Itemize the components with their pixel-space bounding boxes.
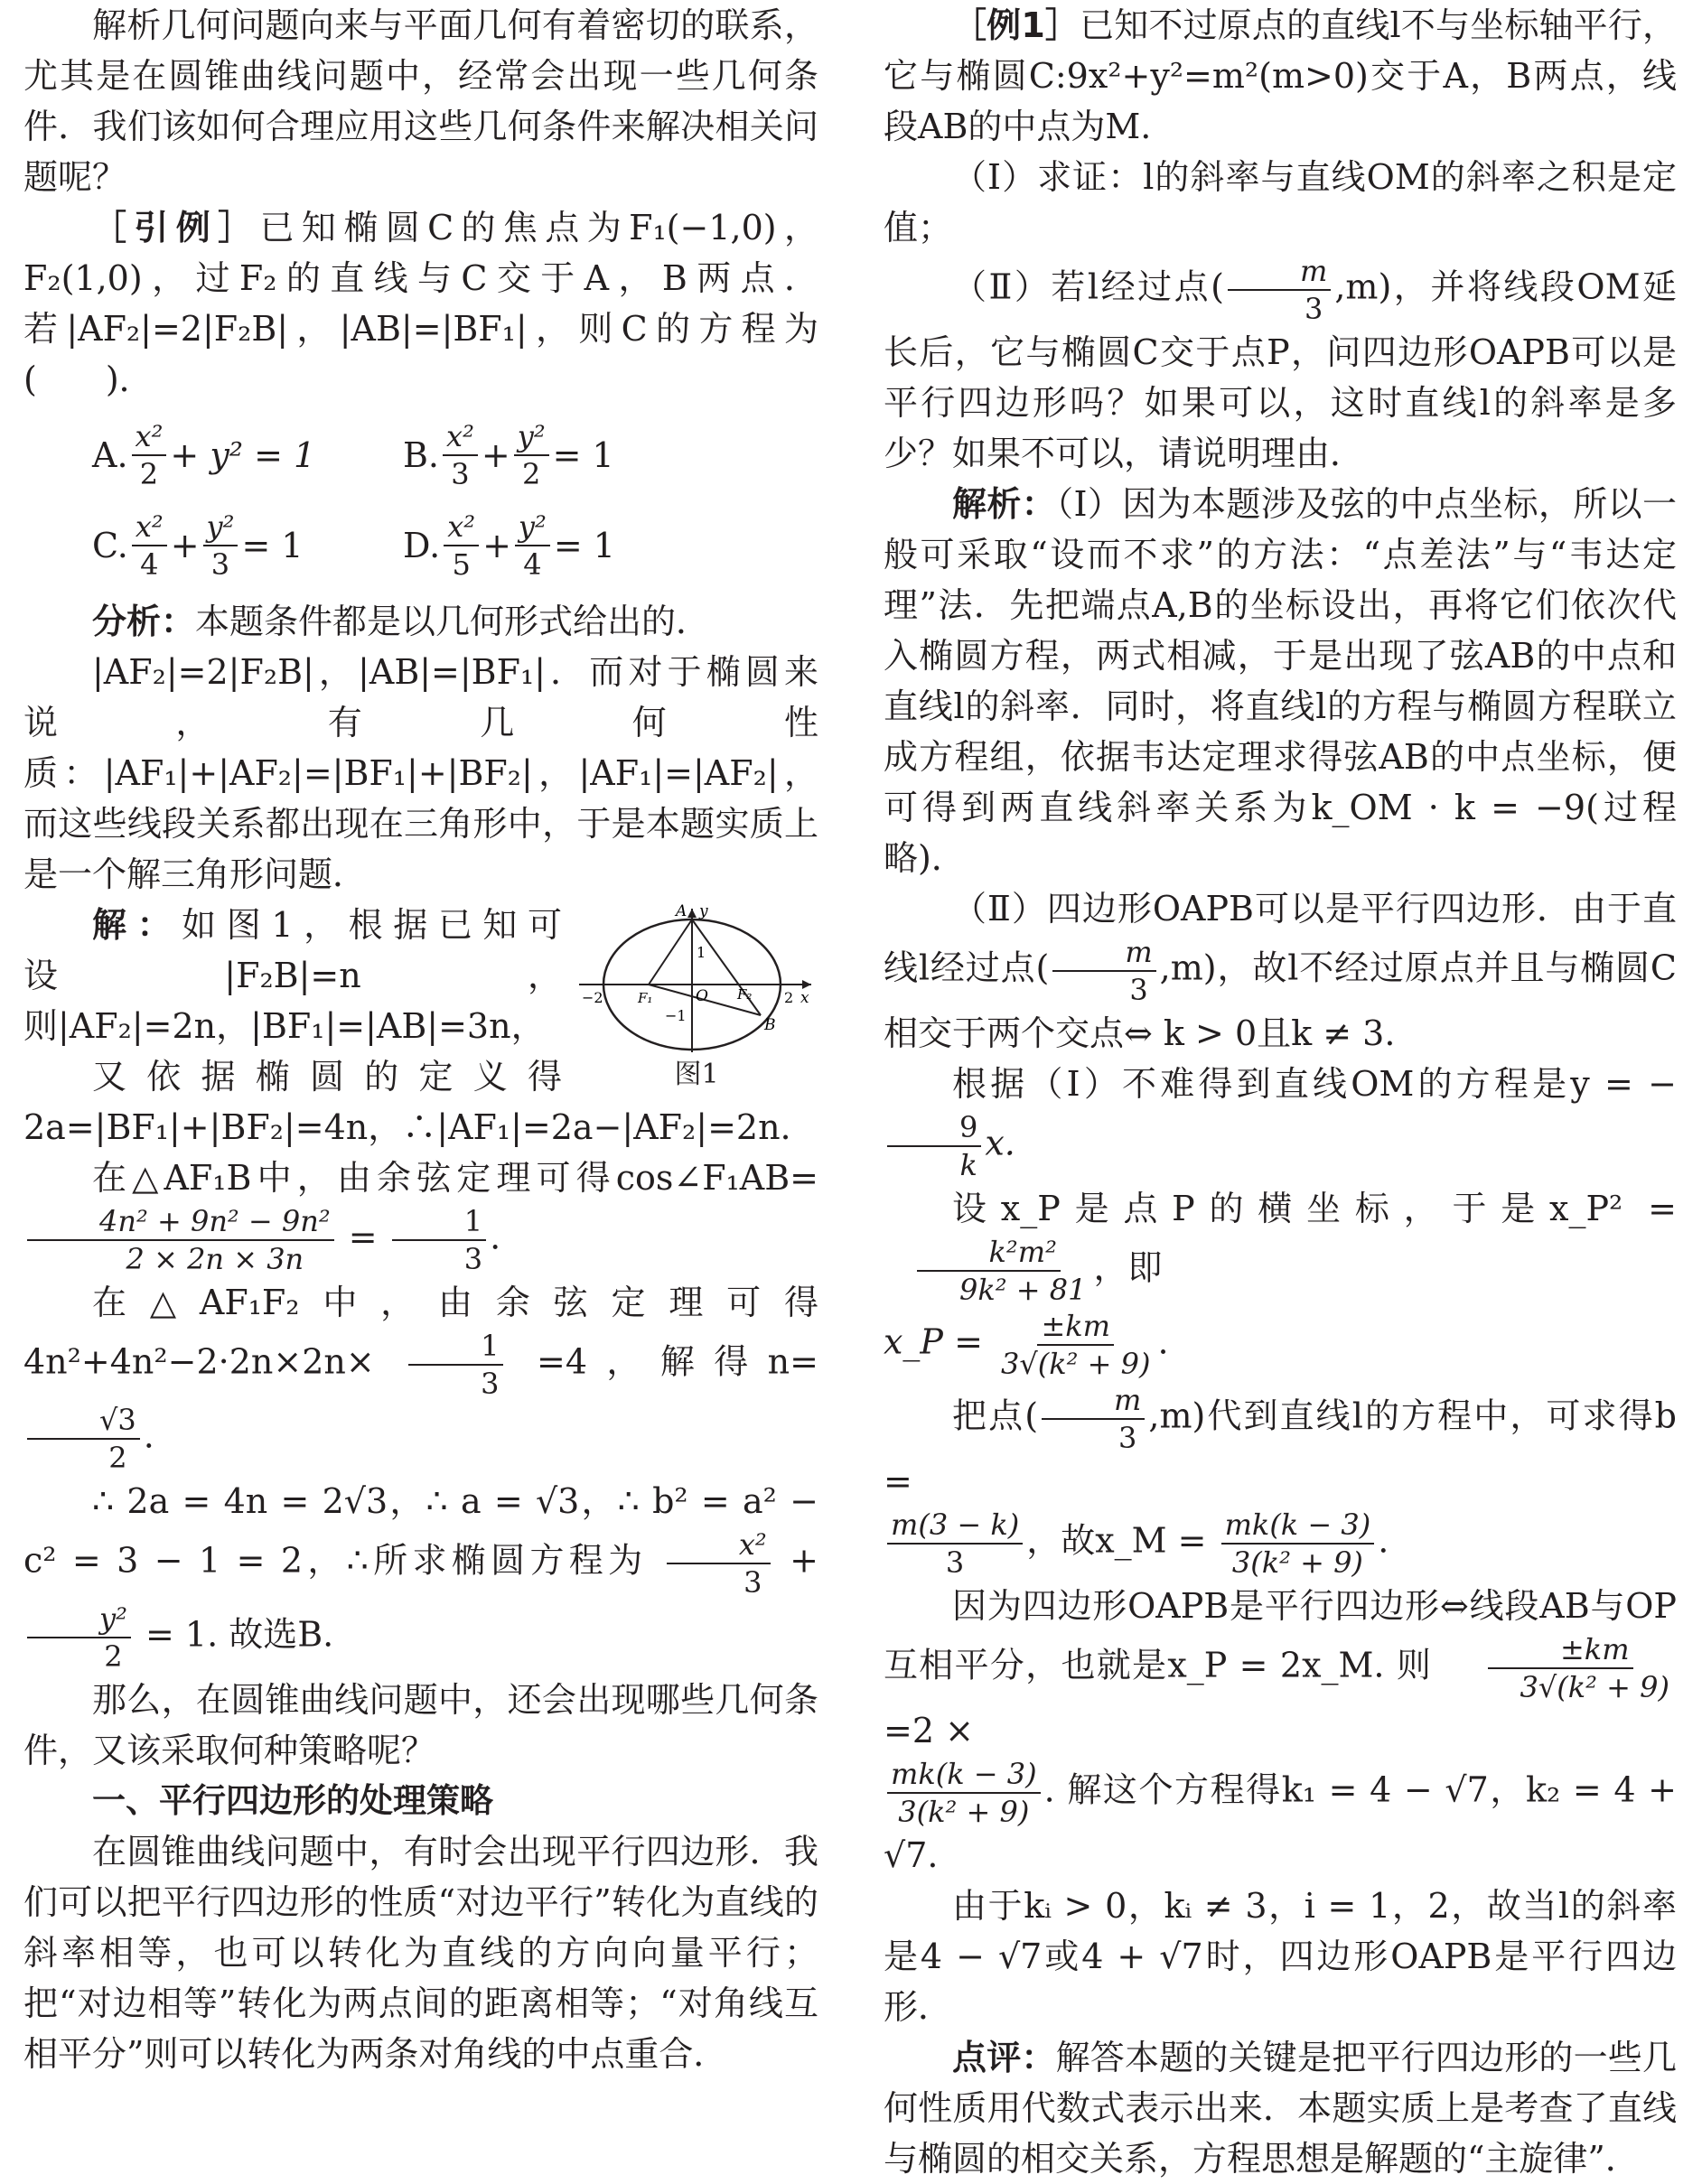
frac-numerator: x²	[444, 509, 479, 546]
plus-sign: +	[170, 526, 200, 565]
comment-paragraph	[884, 2032, 1677, 2184]
options-row-2	[92, 500, 818, 591]
solution-text-1: 如图1，根据已知可设|F₂B|=n，则|AF₂|=2n，|BF₁|=|AB|=3n，	[23, 905, 562, 1046]
example-1-question-2	[884, 253, 1677, 479]
label-f1: F₁	[638, 990, 653, 1006]
option-d-fraction-1	[444, 509, 479, 583]
frac-numerator: m	[1228, 253, 1331, 291]
parallelogram-paragraph	[884, 1581, 1677, 1756]
conclusion-paragraph: 由于kᵢ > 0，kᵢ ≠ 3，i = 1，2，故当l的斜率是4 − √7或4 + √7时，四边形OAPB是平行四边形．	[884, 1886, 1677, 2027]
frac-numerator: ±km	[1488, 1631, 1633, 1669]
frac-numerator: m	[1052, 934, 1155, 972]
label-two: 2	[784, 989, 794, 1006]
solution-text-4b: =4，解得n=	[537, 1341, 818, 1382]
parallelogram-text-b: =2 ×	[884, 1711, 974, 1750]
final-eq-fraction-1	[667, 1526, 771, 1601]
option-d-fraction-2	[515, 509, 550, 583]
lead-example	[23, 202, 818, 405]
example-1-text: 已知不过原点的直线l不与坐标轴平行，它与椭圆C:9x²+y²=m²(m>0)交于A，B两点，线段AB的中点为M.	[884, 5, 1677, 146]
frac-denominator: k	[959, 1148, 977, 1182]
label-neg-two: −2	[582, 989, 603, 1006]
label-b: B	[764, 1016, 776, 1034]
solve-paragraph	[884, 1756, 1677, 1881]
question-2-text-a: （Ⅱ）若l经过点	[952, 266, 1211, 307]
frac-numerator: 9	[887, 1109, 981, 1147]
open-paren: (	[1035, 947, 1050, 988]
xm-fraction	[1221, 1507, 1375, 1581]
frac-denominator: 3√(k² + 9)	[1001, 1347, 1151, 1381]
frac-numerator: 4n² + 9n² − 9n²	[27, 1203, 334, 1241]
option-d-rest: = 1	[553, 526, 615, 565]
left-column	[23, 0, 818, 2079]
figure-1	[575, 903, 818, 1093]
frac-denominator: 3	[945, 1545, 965, 1580]
option-a-fraction	[132, 418, 167, 492]
example-1-question-1: （Ⅰ）求证：l的斜率与直线OM的斜率之积是定值；	[884, 157, 1677, 247]
option-a	[92, 418, 403, 492]
solution-part-2	[884, 883, 1677, 1059]
frac-numerator: y²	[515, 509, 550, 546]
xp-paragraph	[884, 1308, 1677, 1382]
xp-text-a: x_P =	[884, 1321, 983, 1362]
intro-paragraph: 解析几何问题向来与平面几何有着密切的联系，尤其是在圆锥曲线问题中，经常会出现一些几何条件．我们该如何合理应用这些几何条件来解决相关问题呢？	[23, 5, 818, 197]
analysis-tag: 分析：	[92, 602, 196, 641]
option-b-rest: = 1	[552, 435, 614, 475]
options-row-1	[92, 410, 818, 500]
solution-part-2-text-b: ,m)，故l不经过原点并且与椭圆C相交于两个交点⇔ k > 0且k ≠ 3.	[884, 947, 1677, 1053]
period: .	[490, 1217, 501, 1257]
frac-denominator: 3	[481, 1367, 500, 1401]
frac-denominator: 4	[523, 547, 542, 582]
option-a-label: A.	[92, 435, 128, 475]
open-paren: (	[1211, 266, 1224, 307]
frac-numerator: y²	[203, 509, 238, 546]
label-f2: F₂	[737, 986, 753, 1003]
xp-squared-paragraph	[884, 1183, 1677, 1308]
solution-paragraph-5	[23, 1476, 818, 1675]
frac-denominator: 3	[743, 1565, 762, 1600]
label-neg-one: −1	[665, 1007, 687, 1024]
option-c-fraction-2	[203, 509, 238, 583]
x-axis-arrow	[802, 980, 811, 989]
m-over-3-fraction-2	[1052, 934, 1155, 1008]
frac-numerator: mk(k − 3)	[1221, 1507, 1375, 1545]
solution-part-2-text-a: （Ⅱ）四边形OAPB可以是平行四边形．由于直线l经过点	[884, 889, 1677, 988]
section-heading: 一、平行四边形的处理策略	[92, 1781, 493, 1820]
period: .	[1378, 1520, 1389, 1561]
label-x: x	[800, 989, 809, 1007]
example-1-paragraph	[884, 0, 1677, 152]
frac-numerator: 1	[408, 1328, 502, 1366]
option-d-label: D.	[403, 526, 441, 565]
frac-denominator: 3	[1118, 1421, 1137, 1455]
cosine-fraction	[27, 1203, 334, 1277]
analysis-paragraph-2: |AF₂|=2|F₂B|，|AB|=|BF₁|．而对于椭圆来说，有几何性质：|AF₁|+|AF₂|=|BF₁|+|BF₂|，|AF₁|=|AF₂|，而这些线段关系都出现在三角形中，于是本题实质上是一个解三角形问题．	[23, 652, 818, 894]
plus-sign: +	[790, 1540, 818, 1581]
transition-paragraph: 那么，在圆锥曲线问题中，还会出现哪些几何条件，又该采取何种策略呢？	[23, 1680, 818, 1770]
solution-paragraph-3	[23, 1153, 818, 1277]
solution-paragraph-2: 又依据椭圆的定义得2a=|BF₁|+|BF₂|=4n，∴|AF₁|=2a−|AF₂|=2n.	[23, 1057, 791, 1147]
option-b-fraction-1	[443, 418, 478, 492]
label-a: A	[676, 903, 687, 920]
analysis-text-1: 本题条件都是以几何形式给出的．	[195, 602, 711, 641]
option-c-rest: = 1	[241, 526, 304, 565]
xp-squared-text-a: 设x_P是点P的横坐标，于是x_P² =	[952, 1189, 1677, 1228]
xp-fraction	[997, 1308, 1154, 1382]
frac-denominator: 3√(k² + 9)	[1520, 1670, 1669, 1704]
equals-sign: =	[348, 1217, 378, 1257]
question-2-text-b: ,m)，并将线段OM延长后，它与椭圆C交于点P，问四边形OAPB可以是平行四边形吗？如果可以，这时直线l的斜率是多少？如果不可以，请说明理由．	[884, 266, 1677, 473]
option-d	[403, 509, 714, 583]
section-paragraph: 在圆锥曲线问题中，有时会出现平行四边形．我们可以把平行四边形的性质“对边平行”转化为直线的斜率相等，也可以转化为直线的方向向量平行；把“对边相等”转化为两点间的距离相等；“对角线互相平分”则可以转化为两条对角线的中点重合．	[23, 1832, 818, 2074]
example-1-tag: ［例1］	[952, 5, 1080, 45]
label-one: 1	[697, 944, 706, 961]
frac-numerator: m(3 − k)	[887, 1507, 1023, 1545]
option-b-label: B.	[403, 435, 440, 475]
b-value-fraction	[887, 1507, 1023, 1581]
frac-denominator: 2	[108, 1441, 127, 1475]
solution-part-1	[884, 479, 1677, 883]
label-o: O	[696, 987, 708, 1005]
option-a-rest: + y² = 1	[170, 435, 316, 475]
frac-denominator: 3(k² + 9)	[1231, 1545, 1363, 1580]
right-column	[884, 0, 1677, 2184]
frac-numerator: y²	[514, 418, 549, 456]
option-c	[92, 509, 403, 583]
comment-tag: 点评：	[952, 2038, 1056, 2077]
segment-af1	[649, 919, 692, 985]
frac-numerator: x²	[667, 1526, 771, 1564]
solution-tag: 解析：	[952, 484, 1057, 524]
comment-text: 解答本题的关键是把平行四边形的一些几何性质用代数式表示出来．本题实质上是考查了直线与椭圆的相交关系，方程思想是解题的“主旋律”．	[884, 2038, 1677, 2179]
solution-text-5b: = 1. 故选B.	[145, 1614, 334, 1655]
frac-numerator: ±km	[1037, 1308, 1114, 1346]
solution-tag: 解：	[92, 905, 182, 945]
option-c-fraction-1	[132, 509, 167, 583]
om-equation-paragraph	[884, 1059, 1677, 1183]
xm-text-a: ，故x_M =	[1026, 1520, 1207, 1561]
one-third-fraction	[392, 1203, 486, 1277]
frac-numerator: m	[1042, 1382, 1145, 1420]
analysis-paragraph	[23, 596, 818, 647]
solution-text-5a: ∴ 2a = 4n = 2√3，∴ a = √3，∴ b² = a² − c² = 3 − 1 = 2，∴所求椭圆方程为	[23, 1481, 818, 1581]
frac-denominator: 2	[104, 1639, 123, 1674]
frac-numerator: k²m²	[917, 1234, 1061, 1272]
substitute-text-a: 把点	[952, 1395, 1025, 1436]
xp-squared-fraction	[887, 1234, 1089, 1308]
xm-paragraph	[884, 1507, 1677, 1581]
substitute-paragraph	[884, 1382, 1677, 1507]
plus-sign: +	[481, 435, 510, 475]
root3-over-2-fraction	[27, 1402, 140, 1476]
xp-squared-text-b: ，即	[1093, 1247, 1163, 1288]
m-over-3-fraction-3	[1042, 1382, 1145, 1456]
final-eq-fraction-2	[27, 1601, 131, 1675]
nine-over-k-fraction	[887, 1109, 981, 1183]
frac-denominator: 3	[1129, 973, 1148, 1007]
frac-numerator: √3	[27, 1402, 140, 1440]
frac-denominator: 3(k² + 9)	[898, 1795, 1030, 1829]
frac-denominator: 3	[463, 1242, 483, 1276]
xm-fraction-2	[887, 1756, 1041, 1830]
solution-part-1-text: （Ⅰ）因为本题涉及弦的中点坐标，所以一般可采取“设而不求”的方法：“点差法”与“韦达定理”法．先把端点A,B的坐标设出，再将它们依次代入椭圆方程，两式相减，于是出现了弦AB的中点和直线l的斜率．同时，将直线l的方程与椭圆方程联立成方程组，依据韦达定理求得弦AB的中点坐标，便可得到两直线斜率关系为k_OM · k = −9(过程略)．	[884, 484, 1677, 878]
frac-denominator: 2 × 2n × 3n	[126, 1242, 304, 1276]
frac-numerator: mk(k − 3)	[887, 1756, 1041, 1794]
label-y: y	[699, 903, 708, 920]
solution-paragraph-4	[23, 1277, 818, 1476]
frac-numerator: x²	[132, 509, 167, 546]
frac-numerator: x²	[132, 418, 167, 456]
y-axis-arrow	[687, 909, 697, 918]
open-paren: (	[1024, 1395, 1039, 1436]
ellipse-diagram	[575, 903, 818, 1057]
frac-denominator: 5	[452, 547, 471, 582]
answer-options	[92, 410, 818, 591]
option-c-label: C.	[92, 526, 128, 565]
frac-numerator: x²	[443, 418, 478, 456]
frac-denominator: 4	[140, 547, 159, 582]
parallelogram-text-a: 因为四边形OAPB是平行四边形⇔线段AB与OP互相平分，也就是x_P = 2x_M. 则	[884, 1586, 1677, 1685]
solve-text: . 解这个方程得k₁ = 4 − √7，k₂ = 4 + √7.	[884, 1769, 1677, 1875]
frac-numerator: y²	[27, 1601, 131, 1638]
frac-denominator: 9k² + 81	[959, 1273, 1087, 1307]
frac-numerator: 1	[392, 1203, 486, 1241]
option-b	[403, 418, 714, 492]
m-over-3-fraction	[1228, 253, 1331, 327]
substitute-text-b: ,m)代到直线l的方程中，可求得b =	[884, 1395, 1677, 1501]
option-b-fraction-2	[514, 418, 549, 492]
frac-denominator: 2	[522, 457, 541, 491]
om-equation-text-a: 根据（Ⅰ）不难得到直线OM的方程是y = −	[952, 1064, 1677, 1104]
plus-sign: +	[482, 526, 511, 565]
lead-example-tag: ［引例］	[92, 208, 260, 247]
figure-caption: 图1	[674, 1059, 719, 1090]
frac-denominator: 2	[139, 457, 159, 491]
xp-fraction-2	[1448, 1631, 1673, 1705]
om-equation-text-b: x.	[985, 1123, 1015, 1163]
solution-text-3: 在△AF₁B中，由余弦定理可得cos∠F₁AB=	[92, 1158, 818, 1198]
frac-denominator: 3	[1304, 292, 1323, 326]
solution-text-4a: 在△AF₁F₂中，由余弦定理可得4n²+4n²−2·2n×2n×	[23, 1283, 818, 1382]
one-third-fraction-2	[408, 1328, 502, 1402]
period: .	[1157, 1321, 1169, 1362]
period: .	[143, 1415, 154, 1456]
frac-denominator: 3	[210, 547, 230, 582]
frac-denominator: 3	[451, 457, 470, 491]
lead-example-text: 已知椭圆C的焦点为F₁(−1,0)，F₂(1,0)，过F₂的直线与C交于A，B两点．若|AF₂|=2|F₂B|，|AB|=|BF₁|，则C的方程为( )．	[23, 208, 818, 399]
